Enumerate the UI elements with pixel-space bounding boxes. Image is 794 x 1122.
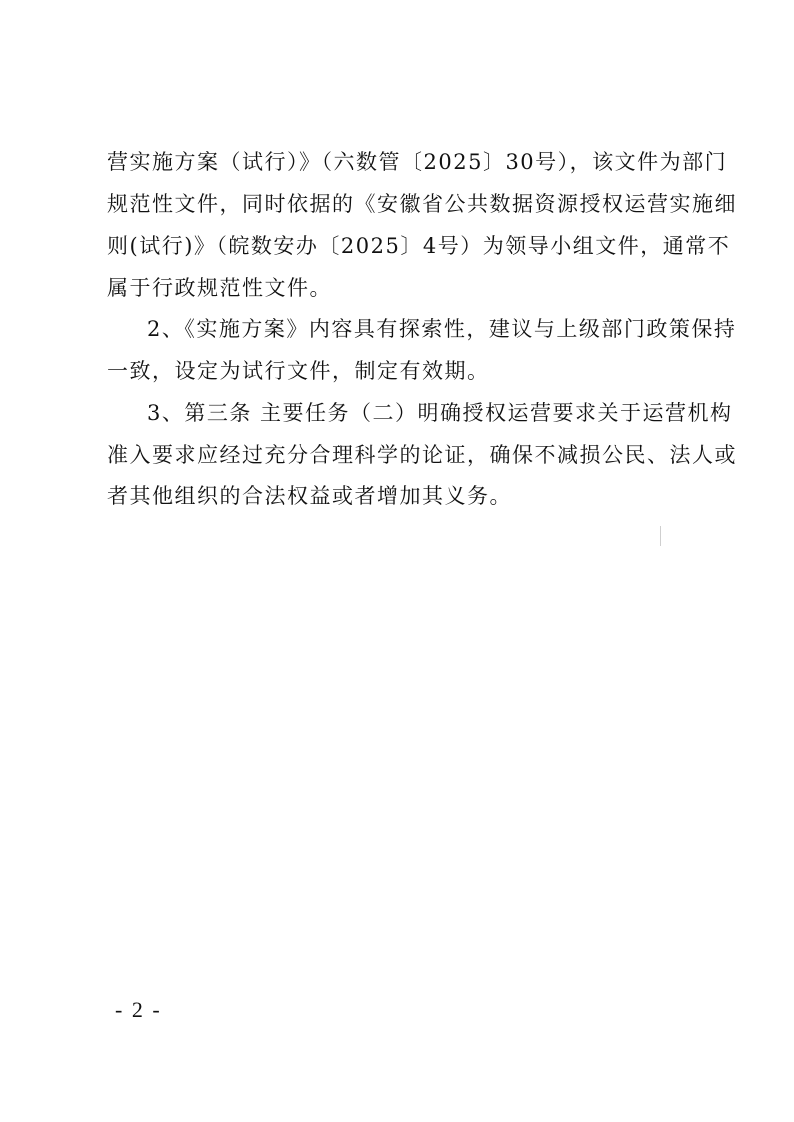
item-3-line: 准入要求应经过充分合理科学的论证，确保不减损公民、法人或	[107, 443, 737, 467]
page-number: - 2 -	[115, 997, 162, 1022]
scan-mark	[660, 526, 661, 546]
item-2-line: 一致，设定为试行文件，制定有效期。	[107, 359, 490, 383]
paragraph-line: 营实施方案（试行）》（六数管〔2025〕30号），该文件为部门	[107, 150, 728, 174]
item-2-line: 2、《实施方案》内容具有探索性，建议与上级部门政策保持	[147, 317, 737, 341]
item-3-line: 者其他组织的合法权益或者增加其义务。	[107, 484, 512, 508]
paragraph-line: 则(试行)》（皖数安办〔2025〕4号）为领导小组文件，通常不	[107, 234, 731, 258]
paragraph-line: 属于行政规范性文件。	[107, 276, 332, 300]
item-3-line: 3、第三条 主要任务（二）明确授权运营要求关于运营机构	[147, 401, 733, 425]
paragraph-line: 规范性文件，同时依据的《安徽省公共数据资源授权运营实施细	[107, 192, 737, 216]
